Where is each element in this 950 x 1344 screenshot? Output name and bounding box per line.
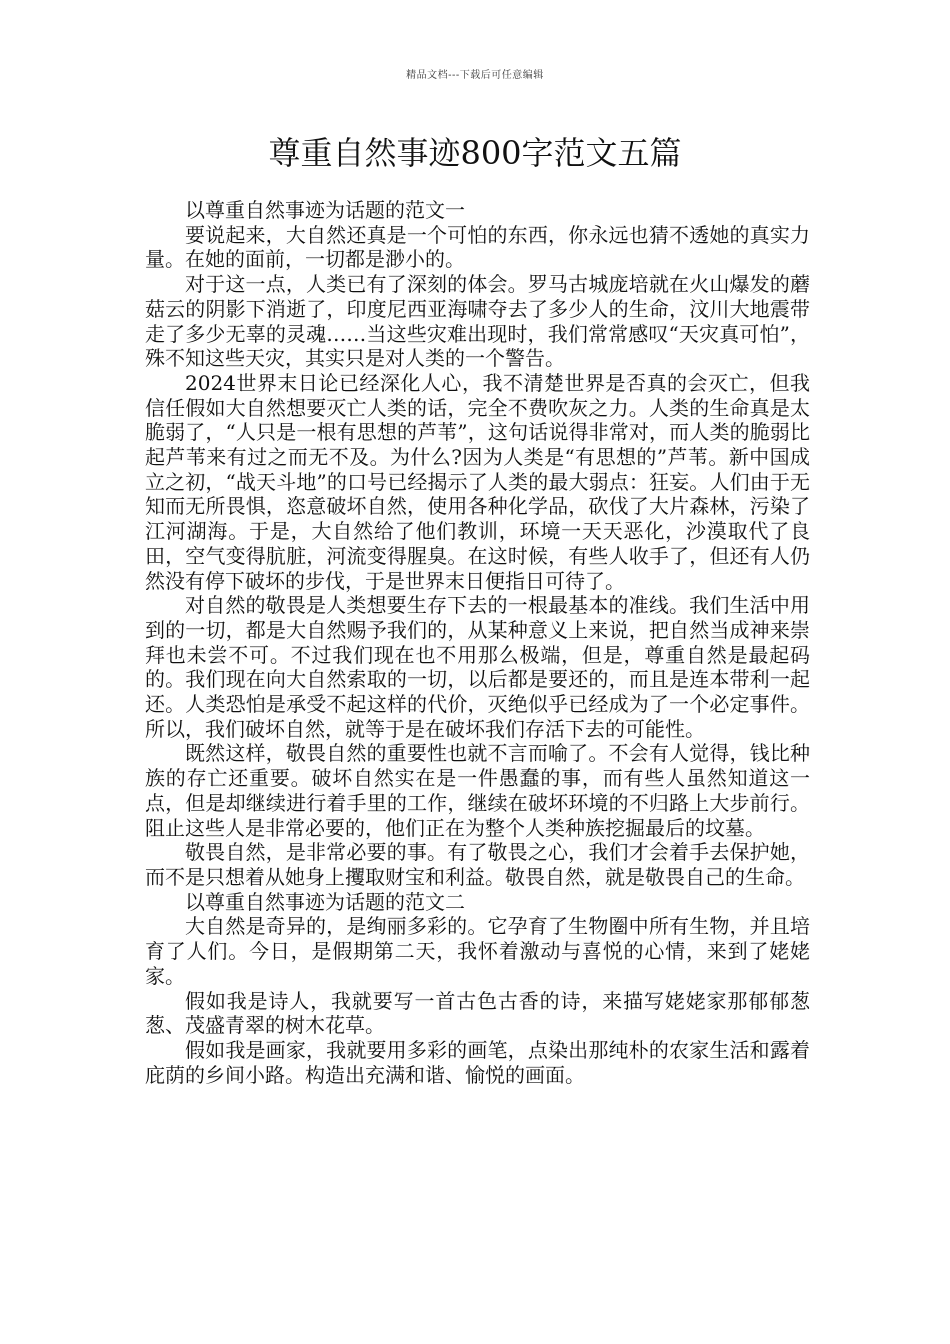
paragraph: 既然这样，敬畏自然的重要性也就不言而喻了。不会有人觉得，钱比种族的存亡还重要。破坏自然实在是一件愚蠢的事，而有些人虽然知道这一点，但是却继续进行着手里的工作，继续在破坏环境的不归路上大步前行。阻止这些人是非常必要的，他们正在为整个人类种族挖掘最后的坟墓。 [145,741,810,840]
page-header: 精品文档---下载后可任意编辑 [406,70,544,81]
paragraph: 对于这一点，人类已有了深刻的体会。罗马古城庞培就在火山爆发的蘑菇云的阴影下消逝了，印度尼西亚海啸夺去了多少人的生命，汶川大地震带走了多少无辜的灵魂……当这些灾难出现时，我们常常感叹“天灾真可怕”，殊不知这些天灾，其实只是对人类的一个警告。 [145,272,810,371]
paragraph: 大自然是奇异的，是绚丽多彩的。它孕育了生物圈中所有生物，并且培育了人们。今日，是假期第二天，我怀着激动与喜悦的心情，来到了姥姥家。 [145,914,810,988]
section-heading-1: 以尊重自然事迹为话题的范文一 [185,198,465,222]
paragraph: 假如我是诗人，我就要写一首古色古香的诗，来描写姥姥家那郁郁葱葱、茂盛青翠的树木花草。 [145,988,810,1038]
document-body [145,198,810,1087]
paragraph: 要说起来，大自然还真是一个可怕的东西，你永远也猜不透她的真实力量。在她的面前，一切都是渺小的。 [145,222,810,272]
paragraph: 假如我是画家，我就要用多彩的画笔，点染出那纯朴的农家生活和露着庇荫的乡间小路。构造出充满和谐、愉悦的画面。 [145,1037,810,1087]
paragraph: 对自然的敬畏是人类想要生存下去的一根最基本的准线。我们生活中用到的一切，都是大自然赐予我们的，从某种意义上来说，把自然当成神来崇拜也未尝不可。不过我们现在也不用那么极端，但是，尊重自然是最起码的。我们现在向大自然索取的一切，以后都是要还的，而且是连本带利一起还。人类恐怕是承受不起这样的代价，灭绝似乎已经成为了一个必定事件。所以，我们破坏自然，就等于是在破坏我们存活下去的可能性。 [145,593,810,741]
section-heading-2: 以尊重自然事迹为话题的范文二 [185,889,465,914]
paragraph: 敬畏自然，是非常必要的事。有了敬畏之心，我们才会着手去保护她，而不是只想着从她身上攫取财宝和利益。敬畏自然，就是敬畏自己的生命。 [145,840,810,889]
document-title: 尊重自然事迹800字范文五篇 [268,134,682,172]
paragraph: 2024世界末日论已经深化人心，我不清楚世界是否真的会灭亡，但我信任假如大自然想要灭亡人类的话，完全不费吹灰之力。人类的生命真是太脆弱了，“人只是一根有思想的芦苇”，这句话说得非常对，而人类的脆弱比起芦苇来有过之而无不及。为什么?因为人类是“有思想的”芦苇。新中国成立之初，“战天斗地”的口号已经揭示了人类的最大弱点：狂妄。人们由于无知而无所畏惧，恣意破坏自然，使用各种化学品，砍伐了大片森林，污染了江河湖海。于是，大自然给了他们教训，环境一天天恶化，沙漠取代了良田，空气变得肮脏，河流变得腥臭。在这时候，有些人收手了，但还有人仍然没有停下破坏的步伐，于是世界末日便指日可待了。 [145,370,810,593]
